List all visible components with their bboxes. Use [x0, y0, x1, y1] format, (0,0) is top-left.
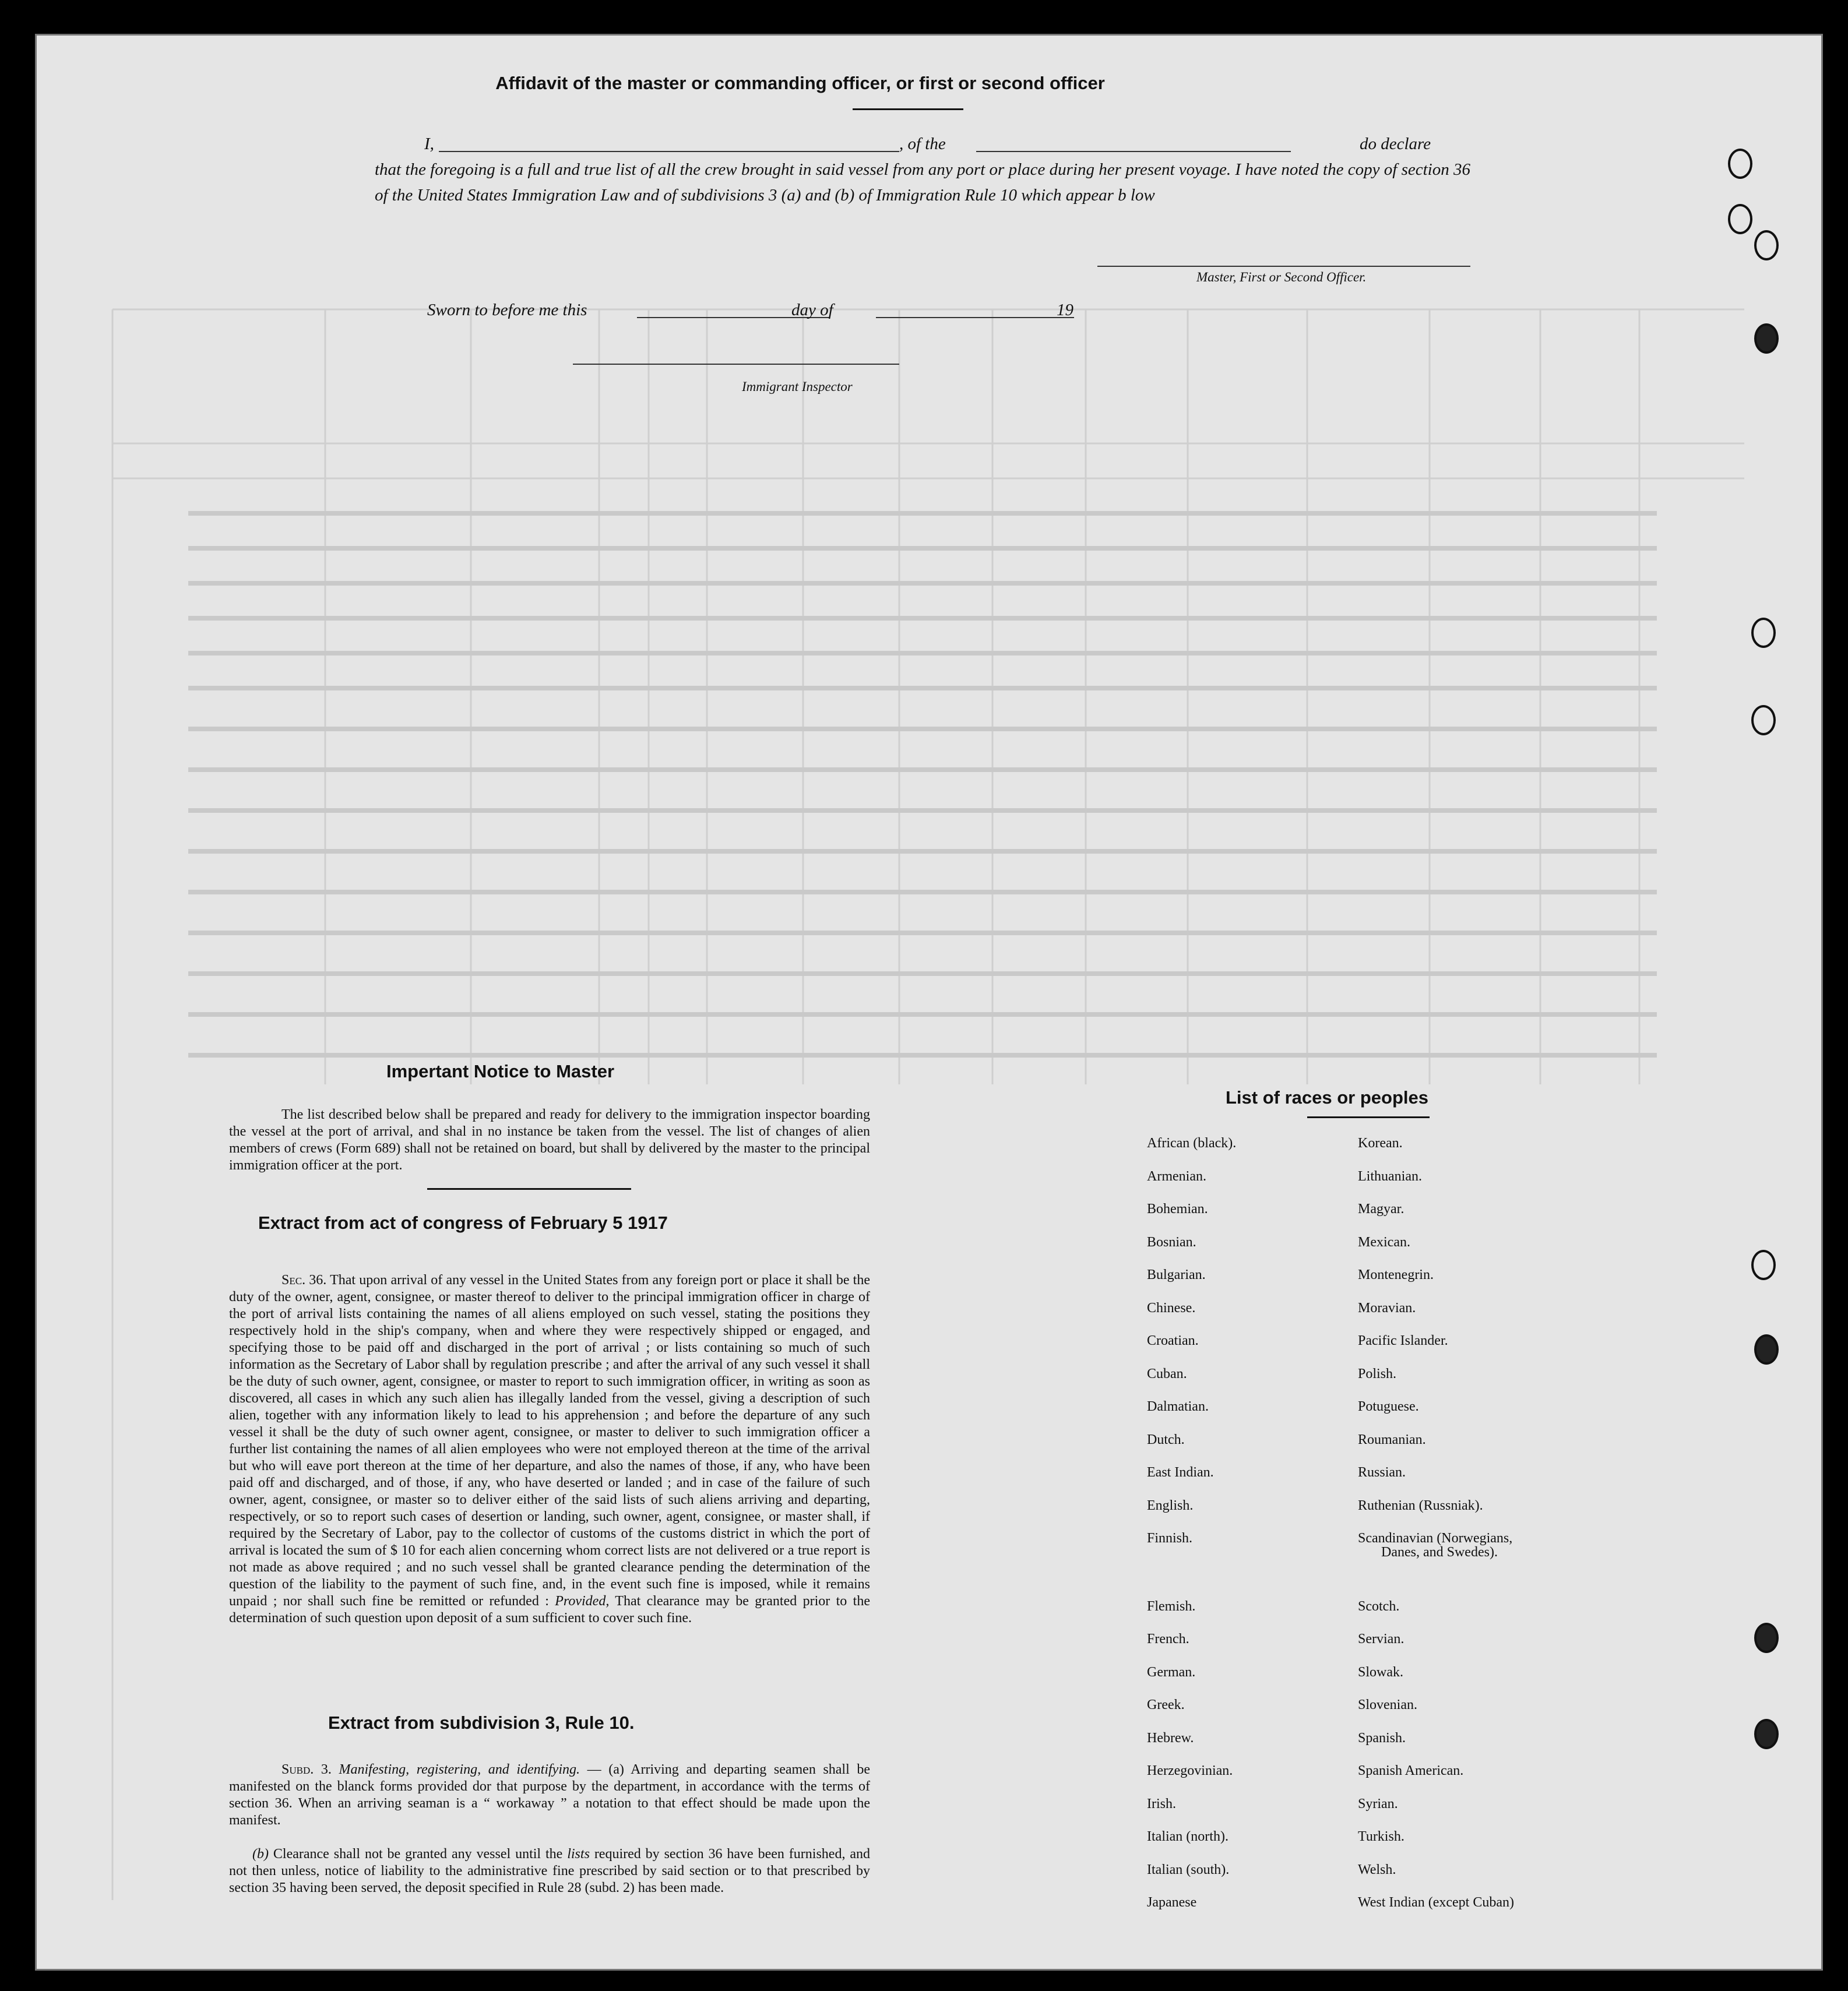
bleed-through-grid — [37, 36, 1821, 1969]
subd-a-label: — (a) — [587, 1762, 624, 1777]
race-item: Dutch. — [1147, 1432, 1185, 1447]
race-item: Lithuanian. — [1358, 1168, 1422, 1184]
name-blank — [439, 151, 899, 152]
subd-b-text1: Clearance shall not be granted any vessel until the — [273, 1846, 563, 1862]
vessel-blank — [976, 151, 1291, 152]
punch-hole — [1754, 1623, 1779, 1653]
race-item: African (black). — [1147, 1136, 1237, 1151]
race-item: Turkish. — [1358, 1829, 1405, 1844]
race-item: Scotch. — [1358, 1598, 1400, 1614]
race-item: Bosnian. — [1147, 1234, 1196, 1250]
inspector-line — [573, 364, 899, 365]
race-item: Spanish American. — [1358, 1763, 1464, 1778]
punch-hole — [1728, 204, 1752, 234]
race-item: German. — [1147, 1664, 1196, 1680]
extract-rule10-b — [229, 1846, 870, 1897]
race-item: Slowak. — [1358, 1664, 1403, 1680]
race-item: Herzegovinian. — [1147, 1763, 1233, 1778]
extract-1917-title: Extract from act of congress of February 5 1917 — [258, 1213, 668, 1233]
sworn-day-of: day of — [791, 301, 833, 319]
race-item: Croatian. — [1147, 1333, 1199, 1348]
signature-line — [1097, 266, 1470, 267]
race-item: Armenian. — [1147, 1168, 1206, 1184]
race-item: Japanese — [1147, 1895, 1197, 1910]
punch-hole — [1751, 1250, 1776, 1280]
punch-hole — [1751, 705, 1776, 735]
subd-a-text: Arriving and departing seamen shall be manifested on the blanck forms provided dor that purpose by the department, in accordance with the terms of section 36. When an arriving seaman is a “ workaway ” a notation to that effect should be made upon the manifest. — [229, 1762, 871, 1828]
sworn-year: 19 — [1057, 301, 1073, 319]
punch-hole — [1754, 323, 1779, 354]
race-item: Hebrew. — [1147, 1730, 1194, 1746]
race-item: West Indian (except Cuban) — [1358, 1895, 1514, 1910]
sec-36-end: That clearance may be granted prior to the determination of such question upon deposit of a sum sufficient to cover such fine. — [229, 1594, 870, 1626]
race-item: Syrian. — [1358, 1796, 1398, 1812]
race-item: Polish. — [1358, 1366, 1397, 1382]
subd-b-lists: lists — [567, 1846, 590, 1862]
race-item: East Indian. — [1147, 1465, 1214, 1480]
signature-label: Master, First or Second Officer. — [1196, 270, 1367, 284]
provided-label: Provided, — [555, 1594, 610, 1609]
extract-rule10-a — [229, 1761, 870, 1829]
race-item: Italian (south). — [1147, 1862, 1230, 1877]
race-item: Cuban. — [1147, 1366, 1187, 1382]
notice-text: The list described below shall be prepared and ready for delivery to the immigration inspector boarding the vessel at the port of arrival, and shal in no instance be taken from the vessel. The list of changes of alien members of crews (Form 689) shall not be retained on board, but shall by delivered by the master to the principal immigration officer at the port. — [229, 1107, 870, 1173]
extract-rule10-title: Extract from subdivision 3, Rule 10. — [328, 1712, 635, 1733]
race-item: Magyar. — [1358, 1201, 1405, 1217]
race-item: Moravian. — [1358, 1300, 1416, 1316]
punch-hole — [1754, 1719, 1779, 1749]
race-item: Finnish. — [1147, 1531, 1193, 1546]
race-item: Chinese. — [1147, 1300, 1196, 1316]
race-item: Danes, and Swedes). — [1381, 1545, 1498, 1560]
race-item: Bulgarian. — [1147, 1267, 1206, 1282]
race-item: Spanish. — [1358, 1730, 1406, 1746]
document-page — [35, 34, 1823, 1971]
race-item: Italian (north). — [1147, 1829, 1229, 1844]
race-item: Potuguese. — [1358, 1399, 1419, 1414]
affidavit-text: that the foregoing is a full and true list of all the crew brought in said vessel from any port or place during her present voyage. I have noted the copy of section 36 of the United States Immigration Law and of subdivisions 3 (a) and (b) of Immigration Rule 10 which appear b low — [375, 160, 1470, 205]
affidavit-title: Affidavit of the master or commanding officer, or first or second officer — [495, 73, 1105, 93]
sec-36-label: Sec. 36. — [281, 1273, 327, 1288]
race-item: Irish. — [1147, 1796, 1176, 1812]
subd-3-heading: Manifesting, registering, and identifying. — [339, 1762, 580, 1777]
sec-36-body: That upon arrival of any vessel in the United States from any foreign port or place it shall be the duty of the owner, agent, consignee, or master thereof to deliver to the principal immigration officer in charge of the port of arrival lists containing the names of all aliens employed on such vessel, stating the positions they respectively hold in the ship's company, when and where they were respectively shipped or engaged, and specifying those to be paid off and discharged in the port of arrival ; or lists containing so much of such information as the Secretary of Labor shall by regulation prescribe ; and after the arrival of any such vessel it shall be the duty of such owner, agent, consignee, or master to report to such immigration officer, in writing as soon as discovered, all cases in which any such alien has illegally landed from the vessel, giving a description of such alien, together with any information likely to lead to his apprehension ; and before the departure of any such vessel it shall be the duty of such owner agent, consignee, or master to deliver to such immigration officer a further list containing the names of all alien employees who were not employed thereon at the time of the arrival but who will eave port thereon at the time of her departure, and also the names of those, if any, who have been paid off and discharged, and of those, if any, who have deserted or landed ; and in case of the failure of such owner, agent, consignee, or master so to deliver either of the said lists of such aliens arriving and departing, respectively, or so to report such cases of desertion or landing, such owner, agent, consignee, or master shall, if required by the Secretary of Labor, pay to the collector of customs of the customs district in which the port of arrival is located the sum of $ 10 for each alien concerning whom correct lists are not delivered or a true report is not made as above required ; and no such vessel shall be granted clearance pending the determination of the question of the liability to the payment of such fine, and, in the event such fine is imposed, while it remains unpaid ; nor shall such fine be remitted or refunded : — [229, 1273, 870, 1609]
race-item: French. — [1147, 1631, 1189, 1647]
subd-b-text2: required by section 36 have been furnished, and not then unless, notice of liability to the administrative fine prescribed by said section or to that prescribed by section 35 having been served, the deposit specified in Rule 28 (subd. 2) has been made. — [229, 1846, 870, 1895]
race-item: Greek. — [1147, 1697, 1185, 1712]
race-item: Bohemian. — [1147, 1201, 1208, 1217]
punch-hole — [1754, 1334, 1779, 1365]
race-item: Welsh. — [1358, 1862, 1396, 1877]
race-item: Scandinavian (Norwegians, — [1358, 1531, 1513, 1546]
notice-rule — [427, 1188, 631, 1190]
race-item: Servian. — [1358, 1631, 1405, 1647]
race-item: Ruthenian (Russniak). — [1358, 1497, 1483, 1513]
race-item: Dalmatian. — [1147, 1399, 1209, 1414]
race-item: Slovenian. — [1358, 1697, 1417, 1712]
affidavit-title-rule — [853, 108, 963, 110]
punch-hole — [1751, 618, 1776, 648]
race-item: Montenegrin. — [1358, 1267, 1434, 1282]
punch-hole — [1754, 230, 1779, 260]
race-item: English. — [1147, 1497, 1194, 1513]
race-item: Mexican. — [1358, 1234, 1410, 1250]
race-item: Russian. — [1358, 1465, 1406, 1480]
extract-1917-text — [229, 1272, 870, 1627]
punch-hole — [1728, 149, 1752, 179]
sworn-month-blank — [876, 317, 1074, 318]
race-item: Pacific Islander. — [1358, 1333, 1448, 1348]
affidavit-of-the-label: , of the — [899, 135, 946, 153]
inspector-label: Immigrant Inspector — [742, 379, 853, 394]
races-title: List of races or peoples — [1226, 1087, 1428, 1108]
sworn-text: Sworn to before me this — [427, 301, 587, 319]
race-item: Flemish. — [1147, 1598, 1196, 1614]
subd-3-label: Subd. 3. — [281, 1762, 332, 1777]
affidavit-declare-label: do declare — [1360, 135, 1431, 153]
race-item: Korean. — [1358, 1136, 1403, 1151]
race-item: Roumanian. — [1358, 1432, 1426, 1447]
notice-title: Impertant Notice to Master — [386, 1061, 615, 1081]
races-title-rule — [1307, 1116, 1430, 1118]
subd-b-label: (b) — [252, 1846, 269, 1862]
affidavit-i-label: I, — [424, 135, 434, 153]
